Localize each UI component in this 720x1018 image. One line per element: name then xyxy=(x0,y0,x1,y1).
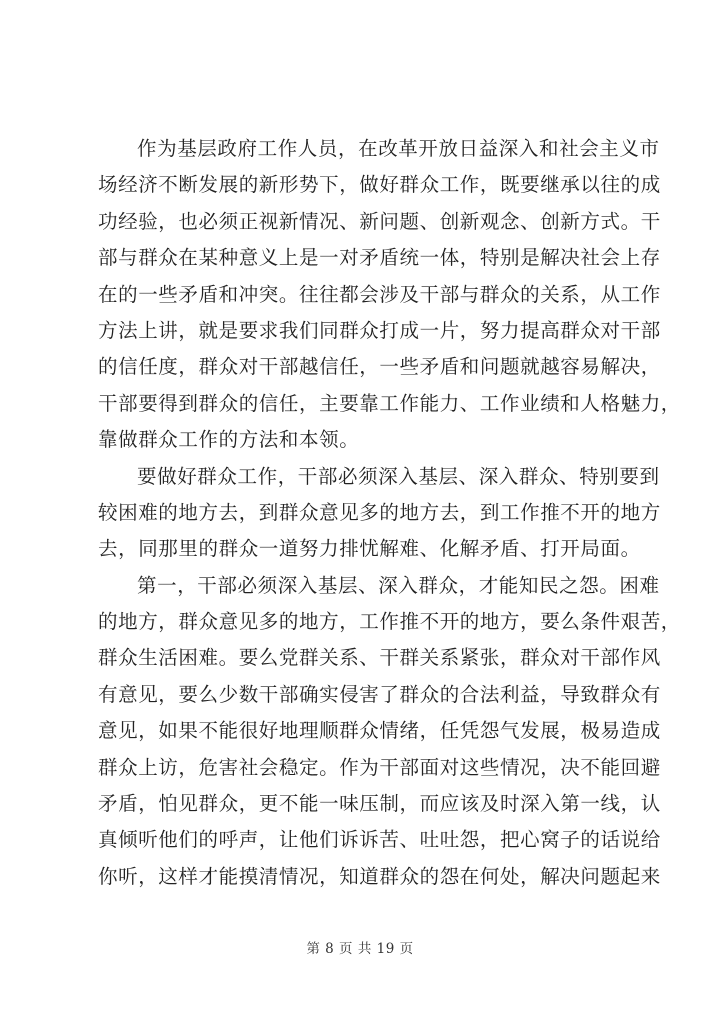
paragraph-3-line-1: 第一，干部必须深入基层、深入群众，才能知民之怨。困难 xyxy=(137,573,660,597)
paragraph-1-line-2: 场经济不断发展的新形势下，做好群众工作，既要继承以往的成 xyxy=(98,173,661,197)
paragraph-1-line-1: 作为基层政府工作人员，在改革开放日益深入和社会主义市 xyxy=(137,137,660,160)
paragraph-2-line-1: 要做好群众工作，干部必须深入基层、深入群众、特别要到 xyxy=(137,464,660,488)
paragraph-1-line-4: 部与群众在某种意义上是一对矛盾统一体，特别是解决社会上存 xyxy=(98,246,661,270)
paragraph-3-line-4: 有意见，要么少数干部确实侵害了群众的合法利益，导致群众有 xyxy=(98,682,661,706)
paragraph-1-line-9: 靠做群众工作的方法和本领。 xyxy=(98,428,360,452)
paragraph-3-line-3: 群众生活困难。要么党群关系、干群关系紧张，群众对干部作风 xyxy=(98,646,661,670)
paragraph-2-line-3: 去，同那里的群众一道努力排忧解难、化解矛盾、打开局面。 xyxy=(98,537,641,561)
paragraph-2-line-2: 较困难的地方去，到群众意见多的地方去，到工作推不开的地方 xyxy=(98,500,661,524)
paragraph-1-line-5: 在的一些矛盾和冲突。往往都会涉及干部与群众的关系，从工作 xyxy=(98,282,661,306)
paragraph-1-line-6: 方法上讲，就是要求我们同群众打成一片，努力提高群众对干部 xyxy=(98,318,661,342)
paragraph-3-line-5: 意见，如果不能很好地理顺群众情绪，任凭怨气发展，极易造成 xyxy=(98,719,661,743)
paragraph-3-line-2: 的地方，群众意见多的地方，工作推不开的地方，要么条件艰苦， xyxy=(98,610,681,634)
page-number-footer: 第 8 页 共 19 页 xyxy=(306,941,414,957)
body-text xyxy=(98,131,681,895)
paragraph-1-line-8: 干部要得到群众的信任，主要靠工作能力、工作业绩和人格魅力， xyxy=(98,391,681,415)
paragraph-3-line-8: 真倾听他们的呼声，让他们诉诉苦、吐吐怨，把心窝子的话说给 xyxy=(98,828,661,852)
paragraph-3-line-7: 矛盾，怕见群众，更不能一味压制，而应该及时深入第一线，认 xyxy=(98,792,661,816)
paragraph-1-line-7: 的信任度，群众对干部越信任，一些矛盾和问题就越容易解决， xyxy=(98,355,661,379)
paragraph-3-line-9: 你听，这样才能摸清情况，知道群众的怨在何处，解决问题起来 xyxy=(98,864,661,888)
paragraph-1-line-3: 功经验，也必须正视新情况、新问题、创新观念、创新方式。干 xyxy=(98,209,661,233)
paragraph-3-line-6: 群众上访，危害社会稳定。作为干部面对这些情况，决不能回避 xyxy=(98,755,661,779)
